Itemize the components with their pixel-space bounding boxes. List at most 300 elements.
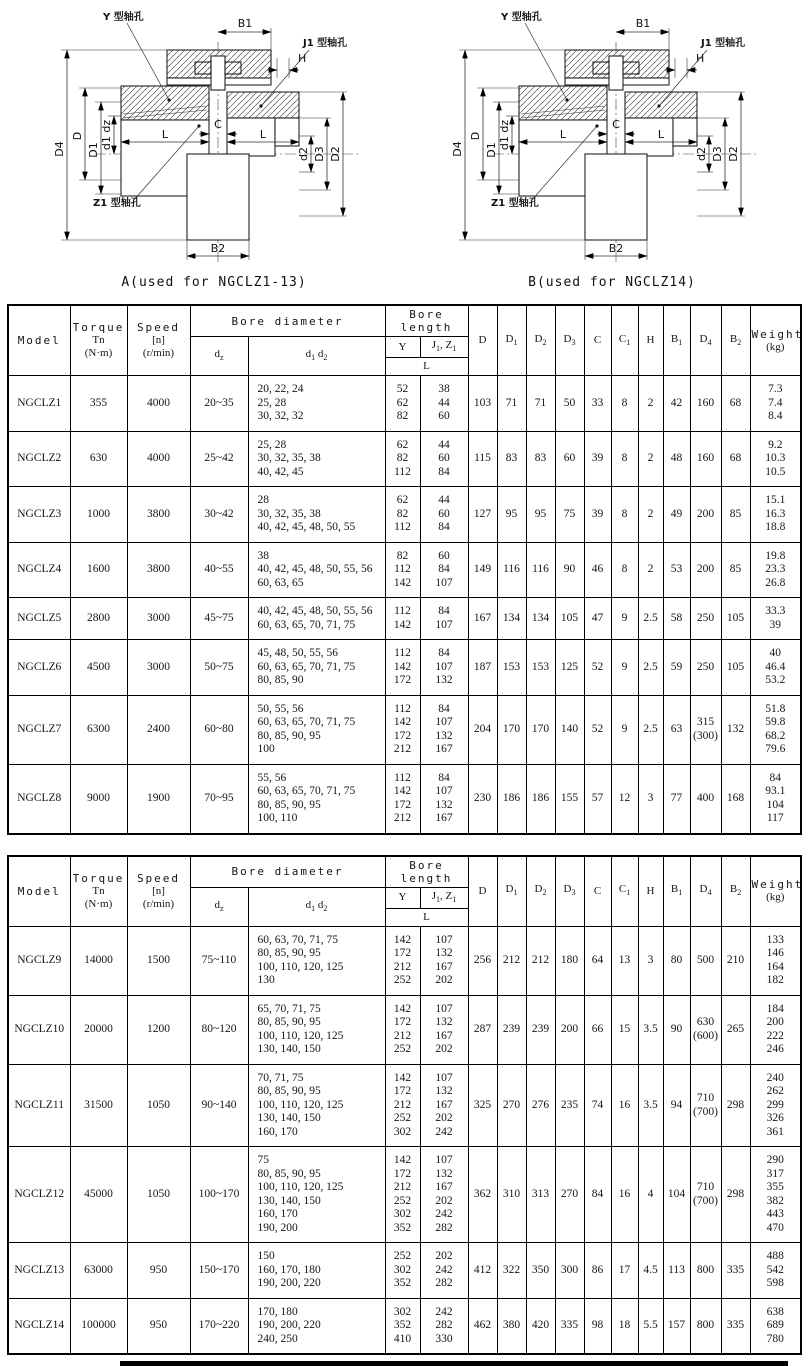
dim-cell-6: 5.5 xyxy=(638,1298,663,1354)
col-header-d1d2: $d_1$ $d_2$ xyxy=(248,887,385,926)
col-header-dim-1: $D_1$ xyxy=(497,305,526,376)
col-header-y: Y xyxy=(385,887,420,908)
col-header-dim-4: C xyxy=(584,856,611,927)
dz-cell: 80~120 xyxy=(190,995,248,1064)
bore-length-j1z1-cell: 44 60 84 xyxy=(420,431,468,487)
col-header-weight: Weight (kg) xyxy=(750,305,801,376)
bore-list-cell: 70, 71, 75 80, 85, 90, 95 100, 110, 120, 125 130, 140, 150 160, 170 xyxy=(248,1064,385,1147)
dimension-b1 xyxy=(218,17,271,50)
dz-cell: 20~35 xyxy=(190,376,248,432)
weight-cell: 40 46.4 53.2 xyxy=(750,640,801,696)
col-header-y: Y xyxy=(385,337,420,358)
bottom-rule xyxy=(120,1361,788,1366)
dim-cell-5: 17 xyxy=(611,1243,638,1299)
model-cell: NGCLZ4 xyxy=(8,542,70,598)
dz-cell: 100~170 xyxy=(190,1147,248,1243)
dim-cell-8: 800 xyxy=(690,1243,721,1299)
dim-cell-9: 68 xyxy=(721,431,750,487)
table-row xyxy=(8,995,801,1064)
dim-label-l-right: L xyxy=(259,128,267,141)
dim-cell-0: 362 xyxy=(468,1147,497,1243)
dim-cell-3: 105 xyxy=(555,598,584,640)
label-z1-hole: Z1 型轴孔 xyxy=(93,198,141,209)
col-header-torque: Torque Tn (N·m) xyxy=(70,305,127,376)
dim-cell-5: 15 xyxy=(611,995,638,1064)
dim-cell-0: 256 xyxy=(468,926,497,995)
dim-cell-0: 187 xyxy=(468,640,497,696)
model-cell: NGCLZ3 xyxy=(8,487,70,543)
dim-cell-2: 239 xyxy=(526,995,555,1064)
dim-label-d3: D3 xyxy=(313,146,326,162)
dim-label-d2-bore: d2 xyxy=(695,147,708,161)
dz-cell: 90~140 xyxy=(190,1064,248,1147)
dim-label-c: C xyxy=(612,118,620,131)
col-header-l: L xyxy=(385,908,468,926)
dim-cell-8: 710 (700) xyxy=(690,1147,721,1243)
dim-cell-4: 47 xyxy=(584,598,611,640)
dim-cell-1: 83 xyxy=(497,431,526,487)
bore-length-y-cell: 52 62 82 xyxy=(385,376,420,432)
bore-list-cell: 40, 42, 45, 48, 50, 55, 56 60, 63, 65, 70, 71, 75 xyxy=(248,598,385,640)
bore-list-cell: 60, 63, 70, 71, 75 80, 85, 90, 95 100, 110, 120, 125 130 xyxy=(248,926,385,995)
dim-cell-5: 16 xyxy=(611,1147,638,1243)
dim-cell-3: 75 xyxy=(555,487,584,543)
col-header-dim-7: $B_1$ xyxy=(663,305,690,376)
table-row xyxy=(8,542,801,598)
dim-cell-7: 94 xyxy=(663,1064,690,1147)
weight-cell: 9.2 10.3 10.5 xyxy=(750,431,801,487)
col-header-j1z1: $J_1$, $Z_1$ xyxy=(420,887,468,908)
bore-length-j1z1-cell: 84 107 xyxy=(420,598,468,640)
col-header-dim-0: D xyxy=(468,856,497,927)
dim-cell-8: 250 xyxy=(690,598,721,640)
col-header-torque: Torque Tn (N·m) xyxy=(70,856,127,927)
dim-cell-4: 52 xyxy=(584,695,611,764)
dim-cell-1: 380 xyxy=(497,1298,526,1354)
dim-label-d2: D2 xyxy=(329,146,342,162)
dim-cell-3: 335 xyxy=(555,1298,584,1354)
speed-cell: 1200 xyxy=(127,995,190,1064)
bore-list-cell: 38 40, 42, 45, 48, 50, 55, 56 60, 63, 65 xyxy=(248,542,385,598)
dimension-h xyxy=(665,52,704,78)
col-header-dim-6: H xyxy=(638,856,663,927)
speed-cell: 3000 xyxy=(127,640,190,696)
dim-cell-6: 2 xyxy=(638,431,663,487)
torque-cell: 6300 xyxy=(70,695,127,764)
dim-cell-9: 85 xyxy=(721,487,750,543)
col-header-dim-8: $D_4$ xyxy=(690,305,721,376)
dim-label-b2: B2 xyxy=(210,242,226,255)
dim-cell-9: 298 xyxy=(721,1064,750,1147)
dim-cell-4: 33 xyxy=(584,376,611,432)
bore-length-y-cell: 112 142 172 xyxy=(385,640,420,696)
bore-list-cell: 28 30, 32, 35, 38 40, 42, 45, 48, 50, 55 xyxy=(248,487,385,543)
dim-label-d4: D4 xyxy=(451,141,464,157)
weight-cell: 19.8 23.3 26.8 xyxy=(750,542,801,598)
bore-list-cell: 50, 55, 56 60, 63, 65, 70, 71, 75 80, 85, 90, 95 100 xyxy=(248,695,385,764)
weight-cell: 133 146 164 182 xyxy=(750,926,801,995)
dim-cell-9: 265 xyxy=(721,995,750,1064)
dim-cell-4: 74 xyxy=(584,1064,611,1147)
dim-cell-3: 300 xyxy=(555,1243,584,1299)
col-header-d1d2: $d_1$ $d_2$ xyxy=(248,337,385,376)
dim-cell-5: 16 xyxy=(611,1064,638,1147)
weight-cell: 33.3 39 xyxy=(750,598,801,640)
model-cell: NGCLZ1 xyxy=(8,376,70,432)
bore-list-cell: 25, 28 30, 32, 35, 38 40, 42, 45 xyxy=(248,431,385,487)
table-row xyxy=(8,598,801,640)
dim-cell-0: 462 xyxy=(468,1298,497,1354)
torque-cell: 1000 xyxy=(70,487,127,543)
dim-cell-6: 2.5 xyxy=(638,640,663,696)
dim-cell-4: 39 xyxy=(584,487,611,543)
dim-cell-7: 157 xyxy=(663,1298,690,1354)
dz-cell: 70~95 xyxy=(190,764,248,834)
drawing-b xyxy=(407,4,799,296)
dim-cell-4: 39 xyxy=(584,431,611,487)
dim-cell-2: 83 xyxy=(526,431,555,487)
dim-cell-2: 153 xyxy=(526,640,555,696)
torque-cell: 4500 xyxy=(70,640,127,696)
dim-cell-8: 800 xyxy=(690,1298,721,1354)
dim-cell-2: 313 xyxy=(526,1147,555,1243)
dim-cell-3: 60 xyxy=(555,431,584,487)
dim-label-d1dz: d1 dz xyxy=(100,119,113,151)
bore-length-y-cell: 112 142 xyxy=(385,598,420,640)
dim-cell-1: 95 xyxy=(497,487,526,543)
dim-cell-6: 4.5 xyxy=(638,1243,663,1299)
dim-cell-8: 200 xyxy=(690,542,721,598)
col-header-bore-length: Bore length xyxy=(385,305,468,337)
col-header-dz: $d_z$ xyxy=(190,337,248,376)
dim-cell-5: 18 xyxy=(611,1298,638,1354)
model-cell: NGCLZ9 xyxy=(8,926,70,995)
model-cell: NGCLZ11 xyxy=(8,1064,70,1147)
dim-cell-2: 350 xyxy=(526,1243,555,1299)
dim-cell-0: 204 xyxy=(468,695,497,764)
speed-cell: 3800 xyxy=(127,487,190,543)
dz-cell: 45~75 xyxy=(190,598,248,640)
label-j1-hole: J1 型轴孔 xyxy=(701,38,746,49)
speed-cell: 4000 xyxy=(127,376,190,432)
dim-cell-1: 322 xyxy=(497,1243,526,1299)
dim-cell-4: 98 xyxy=(584,1298,611,1354)
dz-cell: 50~75 xyxy=(190,640,248,696)
bore-length-y-cell: 82 112 142 xyxy=(385,542,420,598)
weight-cell: 7.3 7.4 8.4 xyxy=(750,376,801,432)
torque-cell: 31500 xyxy=(70,1064,127,1147)
bore-length-j1z1-cell: 44 60 84 xyxy=(420,487,468,543)
dim-label-c: C xyxy=(214,118,222,131)
dim-label-d3: D3 xyxy=(711,146,724,162)
table-row xyxy=(8,1243,801,1299)
bore-length-y-cell: 62 82 112 xyxy=(385,431,420,487)
dz-cell: 170~220 xyxy=(190,1298,248,1354)
table-row xyxy=(8,1147,801,1243)
bore-length-j1z1-cell: 107 132 167 202 242 282 xyxy=(420,1147,468,1243)
dim-cell-9: 168 xyxy=(721,764,750,834)
dim-cell-5: 13 xyxy=(611,926,638,995)
speed-cell: 4000 xyxy=(127,431,190,487)
bore-length-y-cell: 62 82 112 xyxy=(385,487,420,543)
col-header-dim-3: $D_3$ xyxy=(555,305,584,376)
weight-cell: 240 262 299 326 361 xyxy=(750,1064,801,1147)
table-row xyxy=(8,764,801,834)
table-row xyxy=(8,1064,801,1147)
dim-cell-2: 276 xyxy=(526,1064,555,1147)
col-header-dim-2: $D_2$ xyxy=(526,305,555,376)
col-header-dim-3: $D_3$ xyxy=(555,856,584,927)
col-header-dim-9: $B_2$ xyxy=(721,856,750,927)
dim-cell-1: 186 xyxy=(497,764,526,834)
dim-cell-5: 8 xyxy=(611,487,638,543)
dim-cell-5: 12 xyxy=(611,764,638,834)
col-header-l: L xyxy=(385,358,468,376)
torque-cell: 9000 xyxy=(70,764,127,834)
col-header-dim-6: H xyxy=(638,305,663,376)
dim-cell-4: 64 xyxy=(584,926,611,995)
dim-cell-2: 71 xyxy=(526,376,555,432)
dim-cell-9: 335 xyxy=(721,1243,750,1299)
table-header xyxy=(8,305,804,376)
dim-cell-1: 270 xyxy=(497,1064,526,1147)
dim-cell-2: 116 xyxy=(526,542,555,598)
dim-label-d: D xyxy=(469,131,482,141)
dim-cell-3: 270 xyxy=(555,1147,584,1243)
speed-cell: 3000 xyxy=(127,598,190,640)
col-header-weight: Weight (kg) xyxy=(750,856,801,927)
bore-length-j1z1-cell: 84 107 132 167 xyxy=(420,695,468,764)
dim-cell-7: 42 xyxy=(663,376,690,432)
dz-cell: 150~170 xyxy=(190,1243,248,1299)
dim-cell-7: 80 xyxy=(663,926,690,995)
weight-cell: 290 317 355 382 443 470 xyxy=(750,1147,801,1243)
bore-list-cell: 55, 56 60, 63, 65, 70, 71, 75 80, 85, 90, 95 100, 110 xyxy=(248,764,385,834)
torque-cell: 20000 xyxy=(70,995,127,1064)
dim-cell-4: 46 xyxy=(584,542,611,598)
col-header-dim-1: $D_1$ xyxy=(497,856,526,927)
bore-list-cell: 45, 48, 50, 55, 56 60, 63, 65, 70, 71, 75 80, 85, 90 xyxy=(248,640,385,696)
dim-cell-6: 2 xyxy=(638,542,663,598)
coupling-section xyxy=(519,50,697,240)
bore-list-cell: 150 160, 170, 180 190, 200, 220 xyxy=(248,1243,385,1299)
torque-cell: 100000 xyxy=(70,1298,127,1354)
torque-cell: 14000 xyxy=(70,926,127,995)
dim-cell-2: 134 xyxy=(526,598,555,640)
bore-list-cell: 75 80, 85, 90, 95 100, 110, 120, 125 130, 140, 150 160, 170 190, 200 xyxy=(248,1147,385,1243)
torque-cell: 63000 xyxy=(70,1243,127,1299)
col-header-speed: Speed [n] (r/min) xyxy=(127,856,190,927)
dim-label-d2: D2 xyxy=(727,146,740,162)
dim-label-h: H xyxy=(298,52,307,65)
dim-cell-5: 9 xyxy=(611,598,638,640)
tables-gap xyxy=(0,835,808,847)
col-header-dim-4: C xyxy=(584,305,611,376)
model-cell: NGCLZ14 xyxy=(8,1298,70,1354)
dim-cell-9: 105 xyxy=(721,598,750,640)
label-y-hole: Y 型轴孔 xyxy=(501,12,542,23)
table-header xyxy=(8,856,804,927)
dim-cell-9: 85 xyxy=(721,542,750,598)
table-row xyxy=(8,640,801,696)
bore-length-y-cell: 112 142 172 212 xyxy=(385,695,420,764)
dim-cell-7: 49 xyxy=(663,487,690,543)
weight-cell: 184 200 222 246 xyxy=(750,995,801,1064)
dim-cell-2: 420 xyxy=(526,1298,555,1354)
table-body xyxy=(8,376,801,834)
dim-cell-4: 57 xyxy=(584,764,611,834)
dim-cell-7: 77 xyxy=(663,764,690,834)
dimension-h xyxy=(267,52,306,78)
dz-cell: 75~110 xyxy=(190,926,248,995)
speed-cell: 1050 xyxy=(127,1147,190,1243)
dim-label-l-left: L xyxy=(161,128,169,141)
dim-cell-1: 310 xyxy=(497,1147,526,1243)
dim-cell-6: 2.5 xyxy=(638,598,663,640)
bore-length-j1z1-cell: 107 132 167 202 xyxy=(420,926,468,995)
dim-cell-3: 200 xyxy=(555,995,584,1064)
dim-cell-1: 212 xyxy=(497,926,526,995)
table-body xyxy=(8,926,801,1354)
dz-cell: 30~42 xyxy=(190,487,248,543)
torque-cell: 45000 xyxy=(70,1147,127,1243)
dim-cell-6: 3 xyxy=(638,764,663,834)
dim-cell-1: 116 xyxy=(497,542,526,598)
torque-cell: 355 xyxy=(70,376,127,432)
dim-label-b2: B2 xyxy=(608,242,624,255)
dim-cell-0: 103 xyxy=(468,376,497,432)
bore-length-y-cell: 112 142 172 212 xyxy=(385,764,420,834)
bore-length-j1z1-cell: 38 44 60 xyxy=(420,376,468,432)
dim-cell-7: 63 xyxy=(663,695,690,764)
dim-label-d2-bore: d2 xyxy=(297,147,310,161)
dim-cell-1: 153 xyxy=(497,640,526,696)
dim-label-b1: B1 xyxy=(237,17,253,30)
dim-cell-0: 127 xyxy=(468,487,497,543)
dim-cell-7: 59 xyxy=(663,640,690,696)
model-cell: NGCLZ7 xyxy=(8,695,70,764)
spec-table-1-wrap xyxy=(0,304,808,835)
dim-cell-8: 630 (600) xyxy=(690,995,721,1064)
spec-table-1 xyxy=(7,304,802,835)
dim-cell-8: 500 xyxy=(690,926,721,995)
bore-length-j1z1-cell: 84 107 132 xyxy=(420,640,468,696)
dim-cell-5: 8 xyxy=(611,542,638,598)
speed-cell: 2400 xyxy=(127,695,190,764)
bore-length-y-cell: 252 302 352 xyxy=(385,1243,420,1299)
coupling-section xyxy=(121,50,299,240)
model-cell: NGCLZ8 xyxy=(8,764,70,834)
table-row xyxy=(8,376,801,432)
dim-cell-0: 287 xyxy=(468,995,497,1064)
dim-label-d1: D1 xyxy=(485,142,498,158)
col-header-model: Model xyxy=(8,856,70,927)
dim-cell-0: 115 xyxy=(468,431,497,487)
label-z1-hole: Z1 型轴孔 xyxy=(491,198,539,209)
weight-cell: 638 689 780 xyxy=(750,1298,801,1354)
dim-cell-7: 58 xyxy=(663,598,690,640)
dim-cell-6: 2 xyxy=(638,376,663,432)
model-cell: NGCLZ6 xyxy=(8,640,70,696)
dim-label-h: H xyxy=(696,52,705,65)
dim-cell-2: 170 xyxy=(526,695,555,764)
label-y-hole: Y 型轴孔 xyxy=(103,12,144,23)
col-header-bore-diameter: Bore diameter xyxy=(190,856,385,888)
dim-cell-8: 160 xyxy=(690,431,721,487)
dim-cell-9: 210 xyxy=(721,926,750,995)
spec-table-2 xyxy=(7,855,802,1356)
dim-cell-6: 2 xyxy=(638,487,663,543)
model-cell: NGCLZ2 xyxy=(8,431,70,487)
bore-length-j1z1-cell: 107 132 167 202 242 xyxy=(420,1064,468,1147)
col-header-dim-2: $D_2$ xyxy=(526,856,555,927)
dim-cell-7: 104 xyxy=(663,1147,690,1243)
drawing-caption: B(used for NGCLZ14) xyxy=(528,275,696,290)
dim-cell-6: 4 xyxy=(638,1147,663,1243)
model-cell: NGCLZ13 xyxy=(8,1243,70,1299)
dim-cell-8: 200 xyxy=(690,487,721,543)
technical-drawings xyxy=(0,0,808,296)
dz-cell: 25~42 xyxy=(190,431,248,487)
dim-cell-3: 180 xyxy=(555,926,584,995)
header-row-1 xyxy=(8,305,801,337)
col-header-bore-length: Bore length xyxy=(385,856,468,888)
bore-length-y-cell: 142 172 212 252 xyxy=(385,926,420,995)
dimension-d1dz xyxy=(100,116,121,154)
dim-cell-4: 84 xyxy=(584,1147,611,1243)
dim-cell-5: 8 xyxy=(611,431,638,487)
bore-length-y-cell: 302 352 410 xyxy=(385,1298,420,1354)
dim-cell-6: 3 xyxy=(638,926,663,995)
col-header-dz: $d_z$ xyxy=(190,887,248,926)
dim-cell-3: 90 xyxy=(555,542,584,598)
speed-cell: 950 xyxy=(127,1298,190,1354)
bore-list-cell: 65, 70, 71, 75 80, 85, 90, 95 100, 110, 120, 125 130, 140, 150 xyxy=(248,995,385,1064)
col-header-j1z1: $J_1$, $Z_1$ xyxy=(420,337,468,358)
dim-cell-8: 250 xyxy=(690,640,721,696)
dim-cell-0: 325 xyxy=(468,1064,497,1147)
dim-cell-1: 239 xyxy=(497,995,526,1064)
dim-cell-1: 170 xyxy=(497,695,526,764)
speed-cell: 1050 xyxy=(127,1064,190,1147)
col-header-speed: Speed [n] (r/min) xyxy=(127,305,190,376)
model-cell: NGCLZ10 xyxy=(8,995,70,1064)
dim-cell-1: 71 xyxy=(497,376,526,432)
dim-cell-5: 9 xyxy=(611,695,638,764)
table-row xyxy=(8,487,801,543)
weight-cell: 51.8 59.8 68.2 79.6 xyxy=(750,695,801,764)
dim-cell-5: 8 xyxy=(611,376,638,432)
dimension-d1dz xyxy=(498,116,519,154)
bore-length-y-cell: 142 172 212 252 302 xyxy=(385,1064,420,1147)
table-row xyxy=(8,695,801,764)
dim-cell-7: 90 xyxy=(663,995,690,1064)
dim-label-l-right: L xyxy=(657,128,665,141)
dim-cell-6: 3.5 xyxy=(638,1064,663,1147)
dim-label-b1: B1 xyxy=(635,17,651,30)
dim-cell-2: 186 xyxy=(526,764,555,834)
table-row xyxy=(8,431,801,487)
col-header-dim-7: $B_1$ xyxy=(663,856,690,927)
col-header-dim-8: $D_4$ xyxy=(690,856,721,927)
bore-length-j1z1-cell: 60 84 107 xyxy=(420,542,468,598)
dim-cell-9: 105 xyxy=(721,640,750,696)
col-header-bore-diameter: Bore diameter xyxy=(190,305,385,337)
col-header-dim-9: $B_2$ xyxy=(721,305,750,376)
header-row-1 xyxy=(8,856,801,888)
torque-cell: 630 xyxy=(70,431,127,487)
dim-cell-2: 95 xyxy=(526,487,555,543)
